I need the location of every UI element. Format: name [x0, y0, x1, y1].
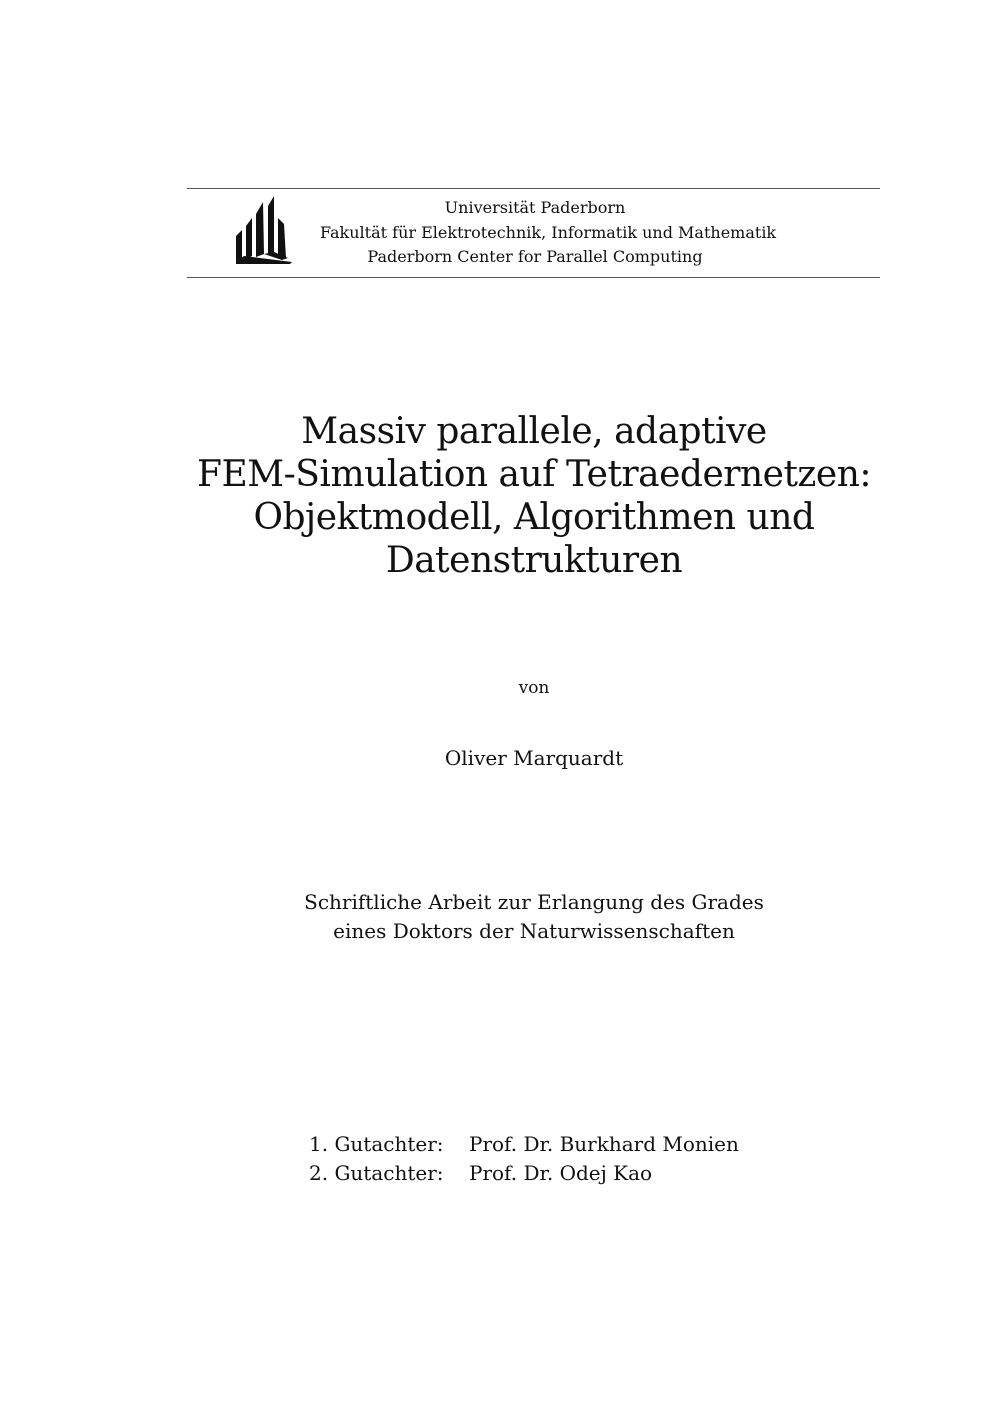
university-logo-icon	[236, 196, 294, 264]
reviewers-list	[309, 1130, 739, 1188]
header-bottom-rule	[187, 277, 880, 278]
institution-header	[320, 196, 777, 270]
by-label: von	[518, 678, 550, 698]
reviewer-name: Prof. Dr. Burkhard Monien	[469, 1132, 739, 1156]
header-top-rule	[187, 188, 880, 189]
faculty-name: Fakultät für Elektrotechnik, Informatik und Mathematik	[320, 222, 777, 242]
title-line: Objektmodell, Algorithmen und	[253, 497, 815, 538]
title-line: Massiv parallele, adaptive	[301, 411, 767, 452]
title-line: Datenstrukturen	[385, 540, 683, 581]
thesis-title	[120, 410, 948, 582]
reviewer-role: 1. Gutachter:	[309, 1132, 444, 1156]
reviewer-row	[309, 1159, 739, 1188]
reviewer-role: 2. Gutachter:	[309, 1161, 444, 1185]
thesis-purpose	[0, 888, 1000, 946]
center-name: Paderborn Center for Parallel Computing	[367, 247, 703, 266]
title-line: FEM-Simulation auf Tetraedernetzen:	[196, 454, 872, 495]
university-name: Universität Paderborn	[444, 198, 626, 217]
purpose-line: Schriftliche Arbeit zur Erlangung des Grades	[304, 890, 764, 914]
author-name: Oliver Marquardt	[444, 746, 624, 770]
purpose-line: eines Doktors der Naturwissenschaften	[333, 919, 735, 943]
reviewer-row	[309, 1130, 739, 1159]
reviewer-name: Prof. Dr. Odej Kao	[469, 1161, 653, 1185]
